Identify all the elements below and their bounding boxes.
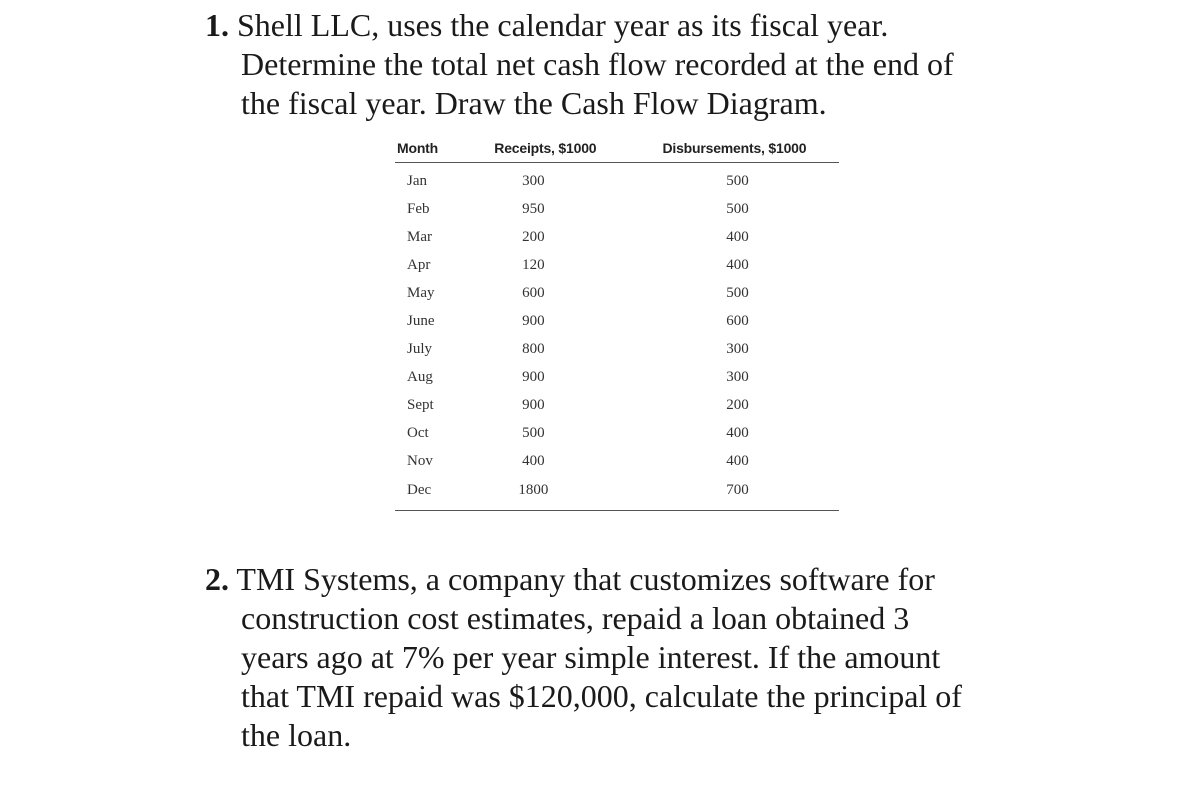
cell-receipts: 900: [522, 397, 545, 414]
cell-receipts: 800: [522, 341, 545, 358]
cell-disbursements: 500: [726, 284, 749, 301]
cell-disbursements: 200: [726, 397, 749, 414]
cell-month: Apr: [407, 256, 431, 273]
cell-month: Aug: [407, 369, 433, 386]
cell-receipts: 1800: [461, 476, 630, 511]
cell-month: Feb: [407, 200, 430, 217]
cell-receipts: 120: [522, 256, 545, 273]
table-row: [395, 476, 839, 511]
table-row: [395, 223, 839, 251]
cell-disbursements: 500: [726, 200, 749, 217]
header-disbursements: Disbursements, $1000: [630, 134, 839, 163]
cell-receipts: 900: [522, 313, 545, 330]
cash-flow-table-container: [395, 134, 839, 511]
table-row: [395, 448, 839, 476]
table-row: [395, 392, 839, 420]
cell-receipts: 400: [522, 453, 545, 470]
cell-disbursements: 400: [726, 453, 749, 470]
cell-disbursements: 400: [726, 228, 749, 245]
cell-receipts: 300: [522, 172, 545, 189]
table-row: [395, 163, 839, 196]
cash-flow-table: [395, 134, 839, 511]
question-2-line: construction cost estimates, repaid a loan obtained 3: [241, 600, 910, 636]
cell-receipts: 950: [522, 200, 545, 217]
question-2: [205, 560, 1165, 755]
cell-month: Nov: [407, 453, 433, 470]
question-2-line-text: TMI Systems, a company that customizes software for: [229, 561, 935, 597]
cell-month: Mar: [407, 228, 432, 245]
table-header-row: [395, 134, 839, 163]
question-2-line: [205, 560, 1165, 599]
cell-month: June: [407, 313, 435, 330]
question-1-line-text: Shell LLC, uses the calendar year as its fiscal year.: [229, 7, 889, 43]
question-2-line: that TMI repaid was $120,000, calculate the principal of: [241, 678, 962, 714]
table-row: [395, 420, 839, 448]
question-1-number: 1.: [205, 7, 229, 43]
cell-month: May: [407, 284, 435, 301]
table-row: [395, 307, 839, 335]
cell-month: Dec: [395, 476, 461, 511]
cell-month: Oct: [407, 425, 429, 442]
table-row: [395, 195, 839, 223]
cell-disbursements: 400: [726, 256, 749, 273]
question-1: [205, 6, 1165, 123]
question-1-line: the fiscal year. Draw the Cash Flow Diagram.: [241, 85, 827, 121]
table-row: [395, 336, 839, 364]
table-row: [395, 279, 839, 307]
header-month: Month: [395, 134, 461, 163]
cell-month: July: [407, 341, 433, 358]
cell-receipts: 600: [522, 284, 545, 301]
cell-receipts: 900: [522, 369, 545, 386]
cell-month: Sept: [407, 397, 434, 414]
cell-disbursements: 600: [726, 313, 749, 330]
question-1-line: Determine the total net cash flow recorded at the end of: [241, 46, 954, 82]
cell-disbursements: 400: [726, 425, 749, 442]
header-receipts: Receipts, $1000: [461, 134, 630, 163]
question-1-line: [205, 6, 1165, 45]
cell-receipts: 500: [522, 425, 545, 442]
cell-disbursements: 700: [630, 476, 839, 511]
question-2-line: the loan.: [241, 717, 352, 753]
table-row: [395, 251, 839, 279]
cell-disbursements: 300: [726, 369, 749, 386]
cell-disbursements: 500: [726, 172, 749, 189]
table-row: [395, 364, 839, 392]
question-2-number: 2.: [205, 561, 229, 597]
cell-month: Jan: [407, 172, 427, 189]
question-2-line: years ago at 7% per year simple interest. If the amount: [241, 639, 941, 675]
cell-disbursements: 300: [726, 341, 749, 358]
cell-receipts: 200: [522, 228, 545, 245]
